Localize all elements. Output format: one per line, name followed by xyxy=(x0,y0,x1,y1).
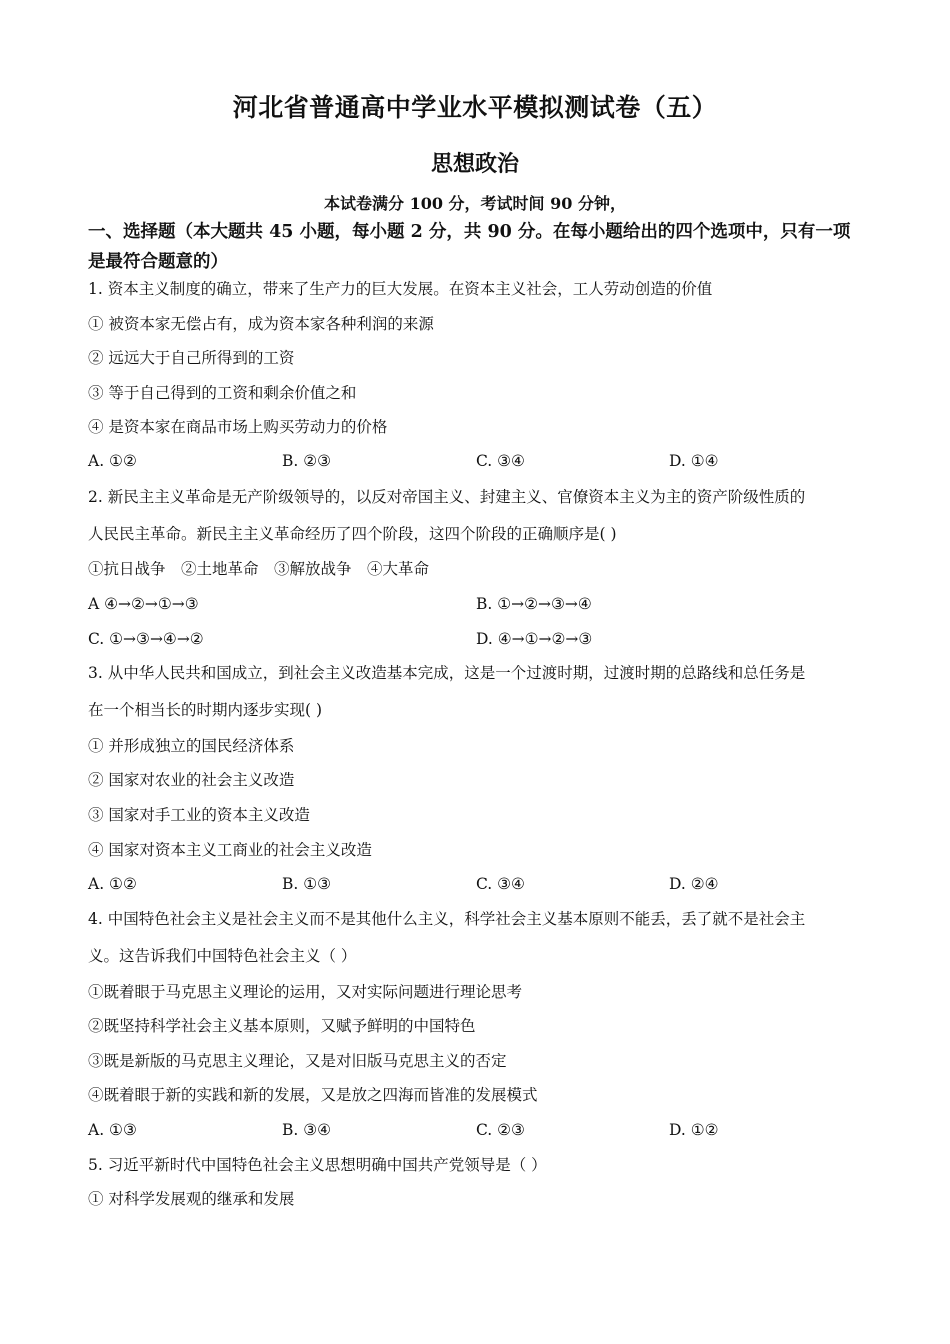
question-3-option-a[interactable]: A. ①② xyxy=(88,875,137,893)
exam-notice: 本试卷满分 100 分，考试时间 90 分钟， xyxy=(324,194,626,213)
question-1-option-d[interactable]: D. ①④ xyxy=(669,452,719,470)
question-2-option-a[interactable]: A ④→②→①→③ xyxy=(88,595,199,613)
question-1-option-b[interactable]: B. ②③ xyxy=(282,452,332,470)
question-4-option-d[interactable]: D. ①② xyxy=(669,1121,719,1139)
question-1-option-a[interactable]: A. ①② xyxy=(88,452,137,470)
question-2-stem-line-1: 2. 新民主主义革命是无产阶级领导的，以反对帝国主义、封建主义、官僚资本主义为主的资产阶级性质的 xyxy=(88,488,806,506)
question-5-item-1: ① 对科学发展观的继承和发展 xyxy=(88,1190,295,1208)
question-3-option-c[interactable]: C. ③④ xyxy=(476,875,525,893)
question-3-item-1: ① 并形成独立的国民经济体系 xyxy=(88,737,295,755)
question-4-option-b[interactable]: B. ③④ xyxy=(282,1121,332,1139)
question-3-option-b[interactable]: B. ①③ xyxy=(282,875,332,893)
question-4-item-2: ②既坚持科学社会主义基本原则，又赋予鲜明的中国特色 xyxy=(88,1017,476,1035)
subject-title: 思想政治 xyxy=(430,151,519,177)
question-1-stem: 1. 资本主义制度的确立，带来了生产力的巨大发展。在资本主义社会，工人劳动创造的价值 xyxy=(88,280,713,298)
question-4-option-c[interactable]: C. ②③ xyxy=(476,1121,525,1139)
question-3-stem-line-1: 3. 从中华人民共和国成立，到社会主义改造基本完成，这是一个过渡时期，过渡时期的总路线和总任务是 xyxy=(88,664,806,682)
question-4-option-a[interactable]: A. ①③ xyxy=(88,1121,137,1139)
question-1-item-4: ④ 是资本家在商品市场上购买劳动力的价格 xyxy=(88,418,388,436)
question-5-stem: 5. 习近平新时代中国特色社会主义思想明确中国共产党领导是（ ） xyxy=(88,1156,547,1174)
question-1-item-2: ② 远远大于自己所得到的工资 xyxy=(88,349,295,367)
question-4-item-1: ①既着眼于马克思主义理论的运用，又对实际问题进行理论思考 xyxy=(88,983,523,1001)
question-2-options-row-1 xyxy=(88,593,868,615)
question-3-item-3: ③ 国家对手工业的资本主义改造 xyxy=(88,806,310,824)
question-4-stem-line-1: 4. 中国特色社会主义是社会主义而不是其他什么主义，科学社会主义基本原则不能丢，丢了就不是社会主 xyxy=(88,910,806,928)
question-3-option-d[interactable]: D. ②④ xyxy=(669,875,719,893)
question-1-item-1: ① 被资本家无偿占有，成为资本家各种利润的来源 xyxy=(88,315,434,333)
question-2-items: ①抗日战争 ②土地革命 ③解放战争 ④大革命 xyxy=(88,560,430,578)
question-1-item-3: ③ 等于自己得到的工资和剩余价值之和 xyxy=(88,384,357,402)
question-1-options xyxy=(88,450,868,472)
question-4-item-3: ③既是新版的马克思主义理论，又是对旧版马克思主义的否定 xyxy=(88,1052,507,1070)
section-heading: 一、选择题（本大题共 45 小题，每小题 2 分，共 90 分。在每小题给出的四个选项中，只有一项是最符合题意的） xyxy=(88,222,851,272)
question-4-item-4: ④既着眼于新的实践和新的发展，又是放之四海而皆准的发展模式 xyxy=(88,1086,538,1104)
question-3-item-2: ② 国家对农业的社会主义改造 xyxy=(88,771,295,789)
question-3-options xyxy=(88,873,868,895)
question-2-stem-line-2: 人民民主革命。新民主主义革命经历了四个阶段，这四个阶段的正确顺序是( ) xyxy=(88,525,617,543)
question-1-option-c[interactable]: C. ③④ xyxy=(476,452,525,470)
question-2-option-d[interactable]: D. ④→①→②→③ xyxy=(476,630,593,648)
exam-title: 河北省普通高中学业水平模拟测试卷（五） xyxy=(232,93,718,122)
question-2-options-row-2 xyxy=(88,628,868,650)
question-2-option-b[interactable]: B. ①→②→③→④ xyxy=(476,595,592,613)
question-4-stem-line-2: 义。这告诉我们中国特色社会主义（ ） xyxy=(88,947,357,965)
question-2-option-c[interactable]: C. ①→③→④→② xyxy=(88,630,204,648)
question-3-item-4: ④ 国家对资本主义工商业的社会主义改造 xyxy=(88,841,372,859)
question-4-options xyxy=(88,1119,868,1141)
question-3-stem-line-2: 在一个相当长的时期内逐步实现( ) xyxy=(88,701,323,719)
